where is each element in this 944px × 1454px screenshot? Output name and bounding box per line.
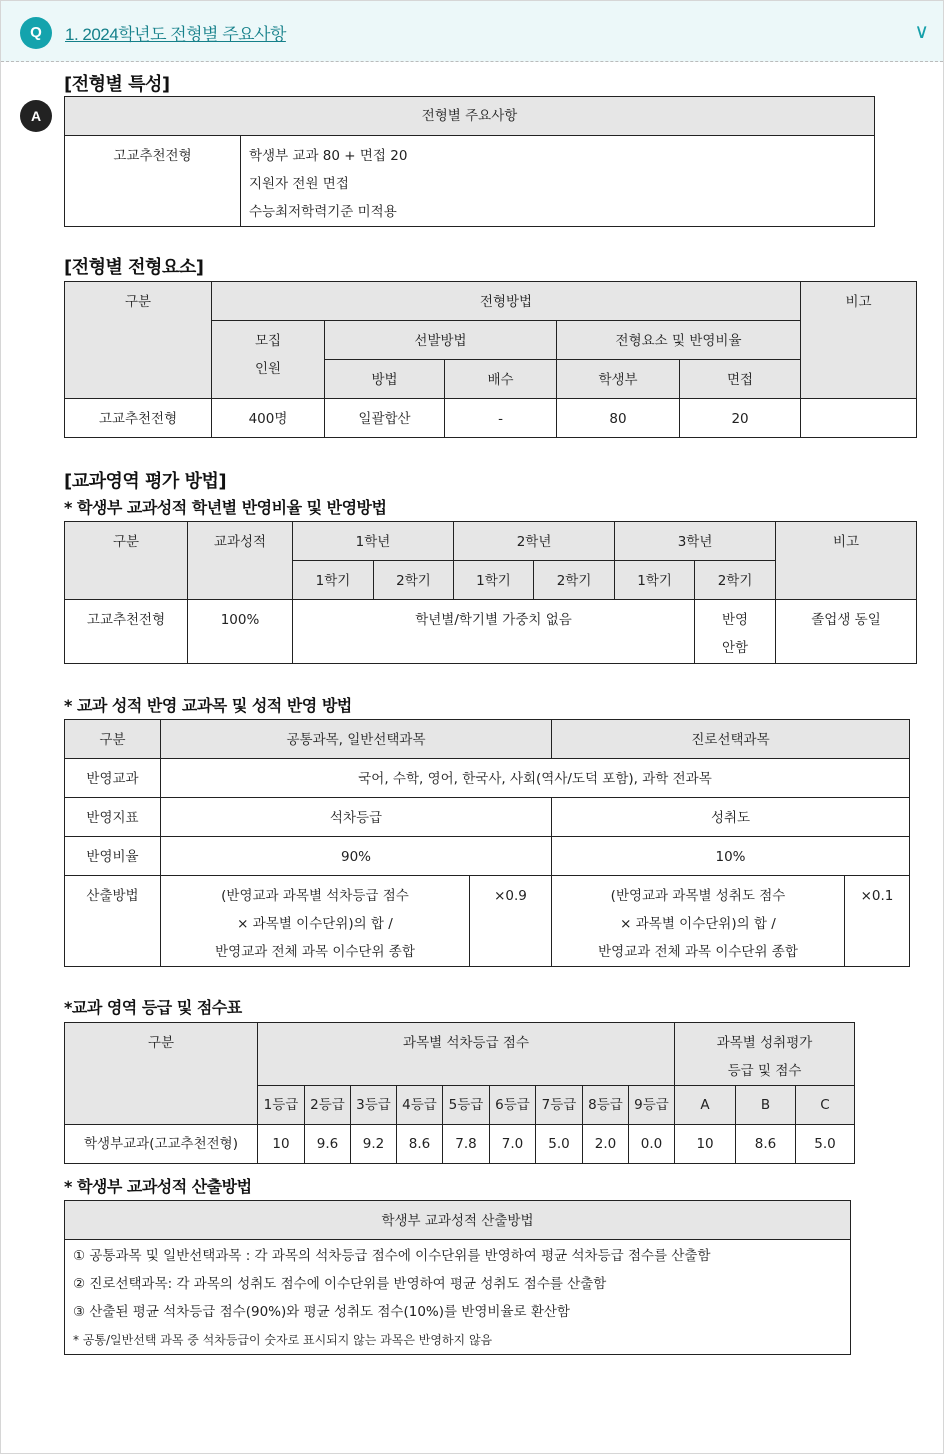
- faq-question-header[interactable]: [1, 1, 943, 62]
- text-line: ② 진로선택과목: 각 과목의 성취도 점수에 이수단위를 반영하여 평균 성취도 점수를 산출함: [73, 1276, 607, 1292]
- cell: [801, 399, 917, 438]
- score-cell: 0.0: [629, 1125, 675, 1164]
- score-cell: 8.6: [397, 1125, 443, 1164]
- cell: 2학기: [534, 561, 615, 600]
- grade-header-cell: 8등급: [583, 1086, 629, 1125]
- cell: [695, 600, 776, 664]
- text-line: 학생부 교과 80 + 면접 20: [249, 148, 408, 164]
- grade-header-cell: C: [796, 1086, 855, 1125]
- text-line: 과목별 성취평가: [716, 1035, 813, 1051]
- cell: 과목별 석차등급 점수: [258, 1023, 675, 1086]
- text-line: 반영: [721, 612, 749, 628]
- cell: 교과성적: [188, 522, 293, 600]
- cell: 2학기: [374, 561, 454, 600]
- cell: [161, 876, 470, 967]
- cell: 공통과목, 일반선택과목: [161, 720, 552, 759]
- cell: 선발방법: [325, 321, 557, 360]
- text-line: 등급 및 점수: [727, 1063, 802, 1079]
- cell: 국어, 수학, 영어, 한국사, 사회(역사/도덕 포함), 과학 전과목: [161, 759, 910, 798]
- text-line: × 과목별 이수단위)의 합 /: [620, 916, 776, 932]
- cell: 100%: [188, 600, 293, 664]
- cell: 고교추천전형: [65, 136, 241, 227]
- score-cell: 10: [675, 1125, 736, 1164]
- grade-header-cell: 2등급: [305, 1086, 351, 1125]
- cell: 일괄합산: [325, 399, 445, 438]
- cell: -: [445, 399, 557, 438]
- text-line: 지원자 전원 면접: [249, 176, 349, 192]
- cell: 배수: [445, 360, 557, 399]
- cell: 비고: [776, 522, 917, 600]
- cell: 구분: [65, 282, 212, 399]
- cell: [212, 321, 325, 399]
- text-line: (반영교과 과목별 석차등급 점수: [221, 888, 409, 904]
- cell: 1학기: [454, 561, 534, 600]
- cell: 전형요소 및 반영비율: [557, 321, 801, 360]
- cell: 고교추천전형: [65, 399, 212, 438]
- grade-header-cell: 5등급: [443, 1086, 490, 1125]
- cell: 1학년: [293, 522, 454, 561]
- cell: 80: [557, 399, 680, 438]
- score-cell: 9.2: [351, 1125, 397, 1164]
- cell: 1학기: [615, 561, 695, 600]
- cell: 학생부: [557, 360, 680, 399]
- text-line: × 과목별 이수단위)의 합 /: [237, 916, 393, 932]
- table-row: [65, 876, 910, 967]
- subject-method-table: [64, 719, 910, 967]
- score-cell: 2.0: [583, 1125, 629, 1164]
- question-title-link[interactable]: 1. 2024학년도 전형별 주요사항: [65, 25, 286, 44]
- cell: 400명: [212, 399, 325, 438]
- cell: 10%: [552, 837, 910, 876]
- table-row: [65, 136, 875, 227]
- cell: 방법: [325, 360, 445, 399]
- text-line: (반영교과 과목별 성취도 점수: [610, 888, 786, 904]
- section-title: [전형별 전형요소]: [64, 257, 204, 278]
- grade-score-table: [64, 1022, 855, 1164]
- grade-header-cell: 9등급: [629, 1086, 675, 1125]
- score-cell: 7.8: [443, 1125, 490, 1164]
- table-header: 학생부 교과성적 산출방법: [65, 1201, 851, 1240]
- cell: 2학년: [454, 522, 615, 561]
- cell: 학년별/학기별 가중치 없음: [293, 600, 695, 664]
- score-cell: 5.0: [796, 1125, 855, 1164]
- table-header: 전형별 주요사항: [65, 97, 875, 136]
- cell: 20: [680, 399, 801, 438]
- table-row: [65, 837, 910, 876]
- cell: 석차등급: [161, 798, 552, 837]
- cell: 2학기: [695, 561, 776, 600]
- score-cell: 10: [258, 1125, 305, 1164]
- table-row: [65, 600, 917, 664]
- cell: 구분: [65, 522, 188, 600]
- cell: 산출방법: [65, 876, 161, 967]
- chevron-down-icon[interactable]: ∨: [914, 19, 929, 43]
- calc-method-table: [64, 1200, 851, 1355]
- cell: 1학기: [293, 561, 374, 600]
- text-line: 안함: [721, 640, 749, 656]
- text-line: ③ 산출된 평균 석차등급 점수(90%)와 평균 성취도 점수(10%)를 반영비율로 환산함: [73, 1304, 570, 1320]
- table-row: [65, 798, 910, 837]
- text-line: 모집: [254, 333, 282, 349]
- grade-header-cell: 4등급: [397, 1086, 443, 1125]
- score-cell: 5.0: [536, 1125, 583, 1164]
- grade-header-cell: A: [675, 1086, 736, 1125]
- features-table: [64, 96, 875, 227]
- section-subtitle: * 교과 성적 반영 교과목 및 성적 반영 방법: [64, 696, 352, 715]
- cell: 반영비율: [65, 837, 161, 876]
- section-subtitle: * 학생부 교과성적 학년별 반영비율 및 반영방법: [64, 498, 387, 517]
- text-line: 반영교과 전체 과목 이수단위 종합: [215, 944, 415, 960]
- score-cell: 9.6: [305, 1125, 351, 1164]
- section-subtitle: * 학생부 교과성적 산출방법: [64, 1177, 252, 1196]
- text-line: 인원: [254, 361, 282, 377]
- table-row: [65, 759, 910, 798]
- cell: 고교추천전형: [65, 600, 188, 664]
- cell: ×0.9: [470, 876, 552, 967]
- cell: [552, 876, 845, 967]
- grade-header-cell: 7등급: [536, 1086, 583, 1125]
- section-title: [전형별 특성]: [64, 74, 170, 95]
- section-title: [교과영역 평가 방법]: [64, 471, 227, 492]
- cell: [65, 1240, 851, 1355]
- text-line: * 공통/일반선택 과목 중 석차등급이 숫자로 표시되지 않는 과목은 반영하지 않음: [73, 1333, 493, 1347]
- grade-header-cell: 1등급: [258, 1086, 305, 1125]
- table-row: [65, 1125, 855, 1164]
- cell: ×0.1: [845, 876, 910, 967]
- table-row: [65, 399, 917, 438]
- cell: 전형방법: [212, 282, 801, 321]
- cell: 학생부교과(고교추천전형): [65, 1125, 258, 1164]
- cell: 면접: [680, 360, 801, 399]
- grade-ratio-table: [64, 521, 917, 664]
- cell: 성취도: [552, 798, 910, 837]
- cell: 반영교과: [65, 759, 161, 798]
- text-line: 수능최저학력기준 미적용: [249, 204, 397, 220]
- text-line: 반영교과 전체 과목 이수단위 종합: [598, 944, 798, 960]
- cell: 진로선택과목: [552, 720, 910, 759]
- grade-header-cell: B: [736, 1086, 796, 1125]
- question-badge-icon: Q: [20, 17, 52, 49]
- cell: 90%: [161, 837, 552, 876]
- cell: 구분: [65, 1023, 258, 1125]
- cell: 구분: [65, 720, 161, 759]
- grade-header-cell: 6등급: [490, 1086, 536, 1125]
- elements-table: [64, 281, 917, 438]
- cell: 3학년: [615, 522, 776, 561]
- cell: 졸업생 동일: [776, 600, 917, 664]
- cell: [241, 136, 875, 227]
- answer-badge-icon: A: [20, 100, 52, 132]
- cell: [675, 1023, 855, 1086]
- cell: 비고: [801, 282, 917, 399]
- cell: 반영지표: [65, 798, 161, 837]
- grade-header-cell: 3등급: [351, 1086, 397, 1125]
- section-subtitle: *교과 영역 등급 및 점수표: [64, 998, 242, 1017]
- text-line: ① 공통과목 및 일반선택과목 : 각 과목의 석차등급 점수에 이수단위를 반영하여 평균 석차등급 점수를 산출함: [73, 1248, 711, 1264]
- score-cell: 7.0: [490, 1125, 536, 1164]
- score-cell: 8.6: [736, 1125, 796, 1164]
